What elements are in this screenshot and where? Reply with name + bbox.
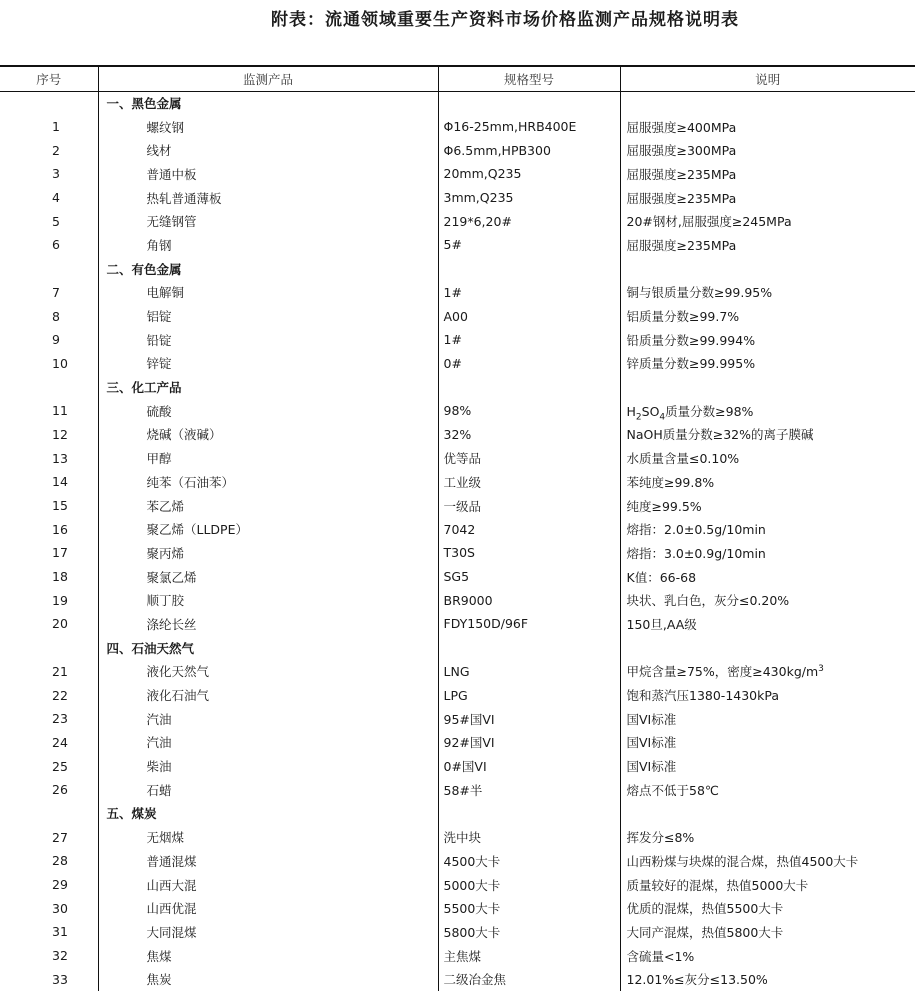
note-text: 国VI标准 [626, 711, 677, 727]
row-number: 21 [52, 663, 68, 679]
table-row [0, 352, 915, 376]
spec-model: Φ16-25mm,HRB400E [438, 115, 620, 139]
note-cell [620, 494, 915, 518]
category-row [0, 636, 915, 660]
category-note-cell [620, 375, 915, 399]
row-number: 4 [52, 190, 60, 206]
note-text: 国VI标准 [626, 759, 677, 775]
note-text: 屈服强度≥235MPa [626, 166, 737, 182]
row-number: 28 [52, 853, 68, 869]
note-text: 含硫量<1% [626, 948, 695, 964]
note-text: 饱和蒸汽压1380-1430kPa [626, 688, 780, 704]
row-number: 31 [52, 924, 68, 940]
table-body [0, 91, 915, 991]
header-note: 说明 [620, 66, 915, 91]
product-name: 无缝钢管 [98, 209, 438, 233]
category-name: 五、煤炭 [98, 802, 438, 826]
category-spec-cell [438, 802, 620, 826]
row-number: 16 [52, 521, 68, 537]
note-cell [620, 162, 915, 186]
table-row [0, 281, 915, 305]
header-spec: 规格型号 [438, 66, 620, 91]
table-row [0, 494, 915, 518]
note-text: 20#钢材,屈服强度≥245MPa [626, 214, 792, 230]
spec-model: 1# [438, 281, 620, 305]
product-name: 线材 [98, 138, 438, 162]
table-row [0, 209, 915, 233]
spec-model: 3mm,Q235 [438, 186, 620, 210]
note-subscript: 4 [659, 412, 666, 423]
product-name: 顺丁胶 [98, 588, 438, 612]
category-spec-cell [438, 375, 620, 399]
spec-model: 219*6,20# [438, 209, 620, 233]
note-text: 山西粉煤与块煤的混合煤，热值4500大卡 [626, 853, 859, 869]
category-spec-cell [438, 257, 620, 281]
note-cell [620, 660, 915, 684]
note-cell [620, 967, 915, 991]
table-row [0, 754, 915, 778]
note-text: 锌质量分数≥99.995% [626, 356, 756, 372]
note-cell [620, 138, 915, 162]
table-row [0, 967, 915, 991]
row-number: 10 [52, 355, 68, 371]
note-cell [620, 896, 915, 920]
note-cell [620, 731, 915, 755]
note-text: NaOH质量分数≥32%的离子膜碱 [626, 427, 814, 443]
row-number: 23 [52, 711, 68, 727]
product-name: 螺纹钢 [98, 115, 438, 139]
row-number: 33 [52, 971, 68, 987]
category-note-cell [620, 91, 915, 115]
table-row [0, 446, 915, 470]
product-name: 聚丙烯 [98, 541, 438, 565]
category-no-cell [0, 636, 98, 660]
note-text: 铅质量分数≥99.994% [626, 332, 756, 348]
spec-model: 5# [438, 233, 620, 257]
table-row [0, 541, 915, 565]
note-text: 质量较好的混煤，热值5000大卡 [626, 877, 809, 893]
spec-model: 工业级 [438, 470, 620, 494]
spec-model: FDY150D/96F [438, 612, 620, 636]
row-number: 6 [52, 237, 60, 253]
product-name: 热轧普通薄板 [98, 186, 438, 210]
note-text: 熔指：3.0±0.9g/10min [626, 545, 766, 561]
spec-model: 1# [438, 328, 620, 352]
product-name: 大同混煤 [98, 920, 438, 944]
row-number: 15 [52, 498, 68, 514]
table-row [0, 162, 915, 186]
note-cell [620, 446, 915, 470]
product-name: 石蜡 [98, 778, 438, 802]
category-name: 三、化工产品 [98, 375, 438, 399]
note-cell [620, 423, 915, 447]
spec-model: 95#国VI [438, 707, 620, 731]
note-text: 屈服强度≥235MPa [626, 237, 737, 253]
note-text: 屈服强度≥400MPa [626, 119, 737, 135]
row-number: 8 [52, 308, 60, 324]
category-row [0, 802, 915, 826]
note-cell [620, 588, 915, 612]
table-row [0, 399, 915, 423]
note-cell [620, 281, 915, 305]
table-row [0, 186, 915, 210]
table-row [0, 660, 915, 684]
table-row [0, 328, 915, 352]
product-name: 汽油 [98, 707, 438, 731]
table-row [0, 233, 915, 257]
spec-model: 0# [438, 352, 620, 376]
note-cell [620, 683, 915, 707]
spec-model: 优等品 [438, 446, 620, 470]
note-cell [620, 920, 915, 944]
row-number: 12 [52, 426, 68, 442]
note-text: K值：66-68 [626, 569, 697, 585]
note-text: 国VI标准 [626, 735, 677, 751]
category-row [0, 91, 915, 115]
note-cell [620, 304, 915, 328]
note-cell [620, 328, 915, 352]
row-number: 3 [52, 166, 60, 182]
product-name: 甲醇 [98, 446, 438, 470]
note-cell [620, 873, 915, 897]
note-cell [620, 186, 915, 210]
row-number: 17 [52, 545, 68, 561]
note-text: 12.01%≤灰分≤13.50% [626, 972, 768, 988]
category-no-cell [0, 257, 98, 281]
table-row [0, 873, 915, 897]
table-row [0, 896, 915, 920]
product-name: 液化石油气 [98, 683, 438, 707]
row-number: 30 [52, 900, 68, 916]
row-number: 26 [52, 782, 68, 798]
spec-model: 7042 [438, 517, 620, 541]
product-name: 焦炭 [98, 967, 438, 991]
note-cell [620, 565, 915, 589]
note-text: 熔点不低于58℃ [626, 782, 719, 798]
category-no-cell [0, 802, 98, 826]
product-name: 焦煤 [98, 944, 438, 968]
note-cell [620, 612, 915, 636]
spec-model: T30S [438, 541, 620, 565]
product-name: 普通中板 [98, 162, 438, 186]
row-number: 5 [52, 213, 60, 229]
category-note-cell [620, 802, 915, 826]
note-text: 屈服强度≥300MPa [626, 143, 737, 159]
product-name: 汽油 [98, 731, 438, 755]
note-cell [620, 754, 915, 778]
note-text: H [626, 403, 636, 419]
row-number: 1 [52, 119, 60, 135]
table-row [0, 423, 915, 447]
product-name: 山西大混 [98, 873, 438, 897]
row-number: 2 [52, 142, 60, 158]
category-name: 一、黑色金属 [98, 91, 438, 115]
table-row [0, 825, 915, 849]
spec-model: BR9000 [438, 588, 620, 612]
note-text: 苯纯度≥99.8% [626, 474, 715, 490]
row-number: 9 [52, 332, 60, 348]
spec-table [0, 65, 915, 991]
row-number: 11 [52, 403, 68, 419]
table-row [0, 138, 915, 162]
category-note-cell [620, 257, 915, 281]
note-cell [620, 849, 915, 873]
spec-model: 0#国VI [438, 754, 620, 778]
table-row [0, 849, 915, 873]
row-number: 20 [52, 616, 68, 632]
note-text: SO [641, 403, 660, 419]
note-cell [620, 399, 915, 423]
product-name: 聚氯乙烯 [98, 565, 438, 589]
note-text: 块状、乳白色，灰分≤0.20% [626, 593, 790, 609]
note-text: 熔指：2.0±0.5g/10min [626, 522, 766, 538]
category-spec-cell [438, 636, 620, 660]
header-product: 监测产品 [98, 66, 438, 91]
spec-model: 20mm,Q235 [438, 162, 620, 186]
note-superscript: 3 [818, 664, 824, 675]
table-row [0, 731, 915, 755]
product-name: 聚乙烯（LLDPE） [98, 517, 438, 541]
row-number: 19 [52, 592, 68, 608]
row-number: 7 [52, 284, 60, 300]
spec-model: Φ6.5mm,HPB300 [438, 138, 620, 162]
product-name: 电解铜 [98, 281, 438, 305]
note-text: 挥发分≤8% [626, 830, 695, 846]
table-row [0, 565, 915, 589]
table-row [0, 707, 915, 731]
table-row [0, 588, 915, 612]
spec-model: 二级冶金焦 [438, 967, 620, 991]
table-row [0, 612, 915, 636]
table-row [0, 115, 915, 139]
note-text: 大同产混煤，热值5800大卡 [626, 924, 784, 940]
note-cell [620, 541, 915, 565]
note-text: 水质量含量≤0.10% [626, 451, 740, 467]
product-name: 铝锭 [98, 304, 438, 328]
spec-model: 主焦煤 [438, 944, 620, 968]
spec-model: 5000大卡 [438, 873, 620, 897]
note-text: 优质的混煤，热值5500大卡 [626, 901, 784, 917]
note-cell [620, 209, 915, 233]
table-row [0, 944, 915, 968]
note-text: 铝质量分数≥99.7% [626, 309, 740, 325]
note-cell [620, 115, 915, 139]
spec-model: 92#国VI [438, 731, 620, 755]
row-number: 24 [52, 734, 68, 750]
row-number: 14 [52, 474, 68, 490]
note-cell [620, 352, 915, 376]
row-number: 22 [52, 687, 68, 703]
product-name: 锌锭 [98, 352, 438, 376]
note-subscript: 2 [635, 412, 642, 423]
spec-model: 58#半 [438, 778, 620, 802]
product-name: 角钢 [98, 233, 438, 257]
product-name: 山西优混 [98, 896, 438, 920]
category-row [0, 375, 915, 399]
spec-model: A00 [438, 304, 620, 328]
spec-model: 4500大卡 [438, 849, 620, 873]
note-text: 纯度≥99.5% [626, 498, 702, 514]
product-name: 柴油 [98, 754, 438, 778]
table-row [0, 778, 915, 802]
row-number: 29 [52, 877, 68, 893]
category-name: 四、石油天然气 [98, 636, 438, 660]
category-no-cell [0, 375, 98, 399]
product-name: 苯乙烯 [98, 494, 438, 518]
product-name: 液化天然气 [98, 660, 438, 684]
spec-model: LNG [438, 660, 620, 684]
note-text: 甲烷含量≥75%，密度≥430kg/m [626, 664, 819, 680]
spec-model: 5800大卡 [438, 920, 620, 944]
category-row [0, 257, 915, 281]
spec-model: 5500大卡 [438, 896, 620, 920]
row-number: 32 [52, 948, 68, 964]
note-text: 屈服强度≥235MPa [626, 190, 737, 206]
row-number: 18 [52, 569, 68, 585]
table-row [0, 517, 915, 541]
table-row [0, 304, 915, 328]
note-text: 150旦,AA级 [626, 616, 697, 632]
product-name: 铅锭 [98, 328, 438, 352]
spec-model: 32% [438, 423, 620, 447]
note-cell [620, 944, 915, 968]
product-name: 普通混煤 [98, 849, 438, 873]
table-header-row [0, 66, 915, 91]
table-row [0, 470, 915, 494]
note-cell [620, 825, 915, 849]
product-name: 纯苯（石油苯） [98, 470, 438, 494]
product-name: 烧碱（液碱） [98, 423, 438, 447]
note-cell [620, 233, 915, 257]
product-name: 涤纶长丝 [98, 612, 438, 636]
spec-model: 洗中块 [438, 825, 620, 849]
note-text: 质量分数≥98% [665, 403, 754, 419]
row-number: 13 [52, 450, 68, 466]
product-name: 硫酸 [98, 399, 438, 423]
header-no: 序号 [0, 66, 98, 91]
spec-model: SG5 [438, 565, 620, 589]
row-number: 27 [52, 829, 68, 845]
product-name: 无烟煤 [98, 825, 438, 849]
document-title: 附表：流通领域重要生产资料市场价格监测产品规格说明表 [271, 10, 739, 30]
category-name: 二、有色金属 [98, 257, 438, 281]
table-row [0, 683, 915, 707]
row-number: 25 [52, 758, 68, 774]
spec-model: 一级品 [438, 494, 620, 518]
note-text: 铜与银质量分数≥99.95% [626, 285, 773, 301]
spec-model: 98% [438, 399, 620, 423]
category-note-cell [620, 636, 915, 660]
note-cell [620, 517, 915, 541]
table-row [0, 920, 915, 944]
note-cell [620, 470, 915, 494]
category-no-cell [0, 91, 98, 115]
note-cell [620, 778, 915, 802]
note-cell [620, 707, 915, 731]
spec-model: LPG [438, 683, 620, 707]
category-spec-cell [438, 91, 620, 115]
